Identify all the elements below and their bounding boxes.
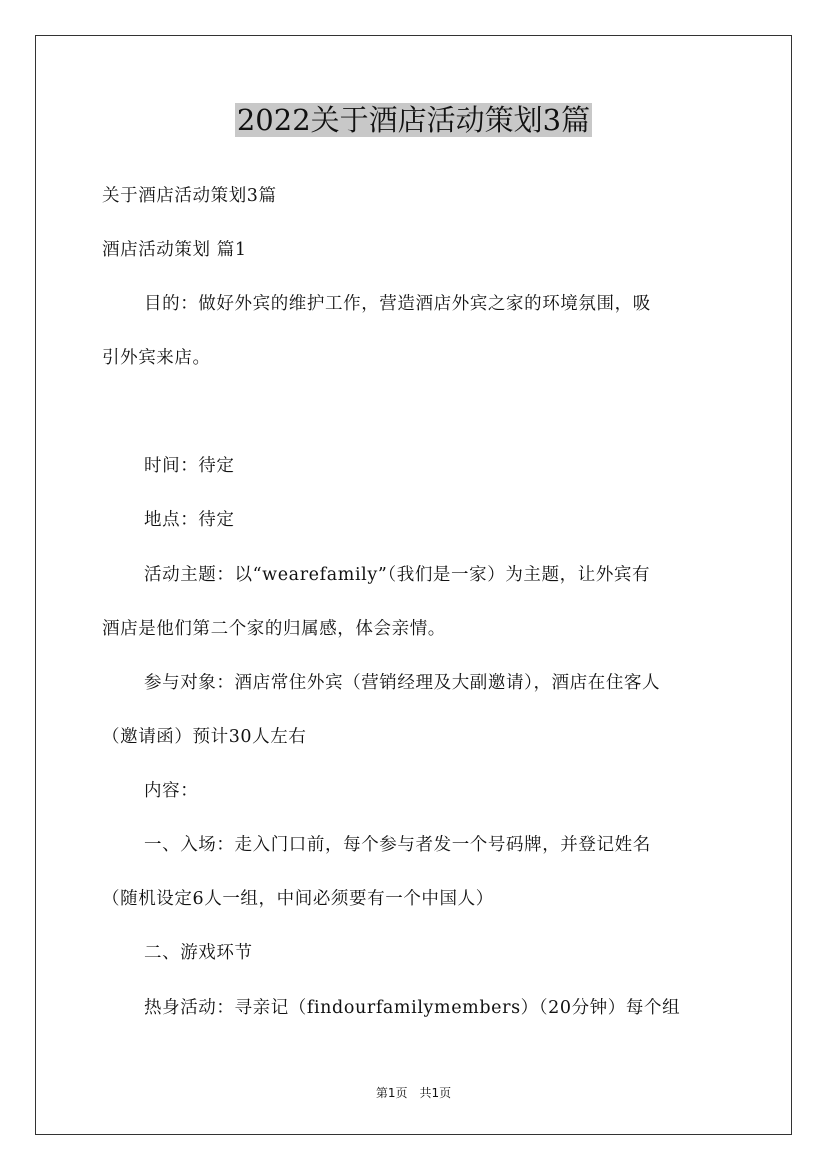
section-heading: 酒店活动策划 篇1 xyxy=(102,240,247,260)
paragraph-line: 引外宾来店。 xyxy=(102,348,211,368)
paragraph-line: 二、游戏环节 xyxy=(144,943,253,963)
paragraph-line: 参与对象：酒店常住外宾（营销经理及大副邀请），酒店在住客人 xyxy=(144,673,661,693)
subtitle-line: 关于酒店活动策划3篇 xyxy=(102,186,277,206)
paragraph-line: 酒店是他们第二个家的归属感，体会亲情。 xyxy=(102,619,446,639)
document-title: 2022关于酒店活动策划3篇 xyxy=(236,103,591,137)
paragraph-line: 目的：做好外宾的维护工作，营造酒店外宾之家的环境氛围，吸 xyxy=(144,294,651,314)
paragraph-line: （邀请函）预计30人左右 xyxy=(102,727,307,747)
paragraph-line: （随机设定6人一组，中间必须要有一个中国人） xyxy=(102,889,494,909)
paragraph-line: 时间：待定 xyxy=(144,456,235,476)
paragraph-line: 热身活动：寻亲记（findourfamilymembers）（20分钟）每个组 xyxy=(144,998,681,1018)
paragraph-line: 内容： xyxy=(144,781,199,801)
document-title-wrap xyxy=(0,98,827,142)
paragraph-line: 一、入场：走入门口前，每个参与者发一个号码牌，并登记姓名 xyxy=(144,835,651,855)
paragraph-line: 地点：待定 xyxy=(144,510,235,530)
paragraph-line: 活动主题：以“wearefamily”（我们是一家）为主题，让外宾有 xyxy=(144,565,651,585)
page-footer: 第1页 共1页 xyxy=(375,1086,452,1100)
